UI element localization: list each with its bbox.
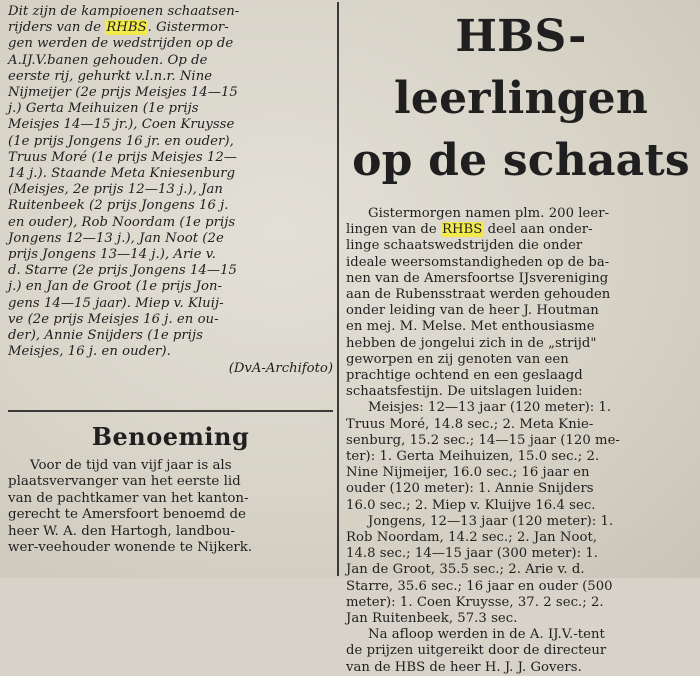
article-line: Jan Ruitenbeek, 57.3 sec. [346,611,518,627]
article-line: 14.8 sec.; 14—15 jaar (300 meter): 1. [346,546,599,562]
article-line: de prijzen uitgereikt door de directeur [346,643,607,659]
benoeming-line: heer W. A. den Hartogh, landbou- [8,523,236,539]
article-line: aan de Rubensstraat werden gehouden [346,287,611,303]
article-line: Na afloop werden in de A. IJ.V.-tent [368,627,605,643]
caption-line: Truus Moré (1e prijs Meisjes 12— [8,149,238,165]
caption-line: prijs Jongens 13—14 j.), Arie v. [8,247,216,263]
caption-line: j.) en Jan de Groot (1e prijs Jon- [8,279,223,295]
benoeming-heading: Benoeming [91,422,250,451]
caption-line: en ouder), Rob Noordam (1e prijs [8,214,236,230]
column-divider [337,2,339,576]
article-line: prachtige ochtend en een geslaagd [346,368,583,384]
article-line: senburg, 15.2 sec.; 14—15 jaar (120 me- [346,432,620,448]
photo-caption [8,4,333,378]
article-title-line1: HBS-leerlingen [393,11,649,124]
caption-line: ve (2e prijs Meisjes 16 j. en ou- [8,311,219,327]
main-article [346,4,696,676]
article-line: Starre, 35.6 sec.; 16 jaar en ouder (500 [346,578,613,594]
caption-line: gens 14—15 jaar). Miep v. Kluij- [8,295,224,311]
article-line: Gistermorgen namen plm. 200 leer- [368,206,610,221]
article-line: Nine Nijmeijer, 16.0 sec.; 16 jaar en [346,465,590,481]
article-line: schaatsfestijn. De uitslagen luiden: [346,384,583,400]
caption-text: rijders van de [8,20,106,36]
caption-line: (Meisjes, 2e prijs 12—13 j.), Jan [8,182,223,198]
caption-line: d. Starre (2e prijs Jongens 14—15 [8,263,237,279]
article-line: meter): 1. Coen Kruysse, 37. 2 sec.; 2. [346,594,604,610]
article-line: 16.0 sec.; 2. Miep v. Kluijve 16.4 sec. [346,497,596,513]
article-text: deel aan onder- [483,222,593,238]
benoeming-article [8,458,333,556]
caption-text: . Gistermor- [147,20,229,36]
article-line: geworpen en zij genoten van een [346,351,569,367]
article-line: nen van de Amersfoortse IJsvereniging [346,270,609,286]
article-line: ter): 1. Gerta Meihuizen, 15.0 sec.; 2. [346,449,600,465]
article-line: onder leiding van de heer J. Houtman [346,303,599,319]
article-body [346,206,696,676]
benoeming-line: van de pachtkamer van het kanton- [8,490,249,506]
caption-line: Jongens 12—13 j.), Jan Noot (2e [8,230,224,246]
caption-line: j.) Gerta Meihuizen (1e prijs [8,101,199,117]
caption-line: 14 j.). Staande Meta Kniesenburg [8,166,236,182]
article-line: hebben de jongelui zich in de „strijd" [346,335,597,351]
caption-line: der), Annie Snijders (1e prijs [8,328,203,344]
caption-line: eerste rij, gehurkt v.l.n.r. Nine [8,68,213,84]
caption-line: Meisjes 14—15 jr.), Coen Kruysse [8,117,235,133]
caption-line [8,20,333,36]
highlighted-rhbs: RHBS [106,20,147,36]
benoeming-line: gerecht te Amersfoort benoemd de [8,507,246,523]
article-line: Meisjes: 12—13 jaar (120 meter): 1. [368,400,612,416]
caption-line: Nijmeijer (2e prijs Meisjes 14—15 [8,85,238,101]
caption-line: Meisjes, 16 j. en ouder). [8,344,171,360]
article-title-line2: op de schaats [352,135,690,186]
caption-line: Dit zijn de kampioenen schaatsen- [8,4,240,19]
highlighted-rhbs: RHBS [442,222,483,238]
article-line: van de HBS de heer H. J. J. Govers. [346,659,582,675]
benoeming-line: plaatsvervanger van het eerste lid [8,474,241,490]
benoeming-line: Voor de tijd van vijf jaar is als [30,458,232,473]
caption-line: A.IJ.V.banen gehouden. Op de [8,52,208,68]
caption-line: gen werden de wedstrijden op de [8,36,234,52]
article-line: linge schaatswedstrijden die onder [346,238,583,254]
article-line: Jongens, 12—13 jaar (120 meter): 1. [368,513,614,529]
caption-line: (1e prijs Jongens 16 jr. en ouder), [8,133,234,149]
article-line: ideale weersomstandigheden op de ba- [346,254,610,270]
article-line: ouder (120 meter): 1. Annie Snijders [346,481,594,497]
article-line: Jan de Groot, 35.5 sec.; 2. Arie v. d. [346,562,585,578]
article-line: Rob Noordam, 14.2 sec.; 2. Jan Noot, [346,530,598,546]
article-line [346,222,696,238]
benoeming-line: wer-veehouder wonende te Nijkerk. [8,540,253,556]
section-divider [8,410,333,412]
photo-credit: (DvA-Archifoto) [228,361,333,377]
article-text: lingen van de [346,222,441,238]
article-line: Truus Moré, 14.8 sec.; 2. Meta Knie- [346,416,594,432]
caption-line: Ruitenbeek (2 prijs Jongens 16 j. [8,198,229,214]
article-line: en mej. M. Melse. Met enthousiasme [346,319,595,335]
